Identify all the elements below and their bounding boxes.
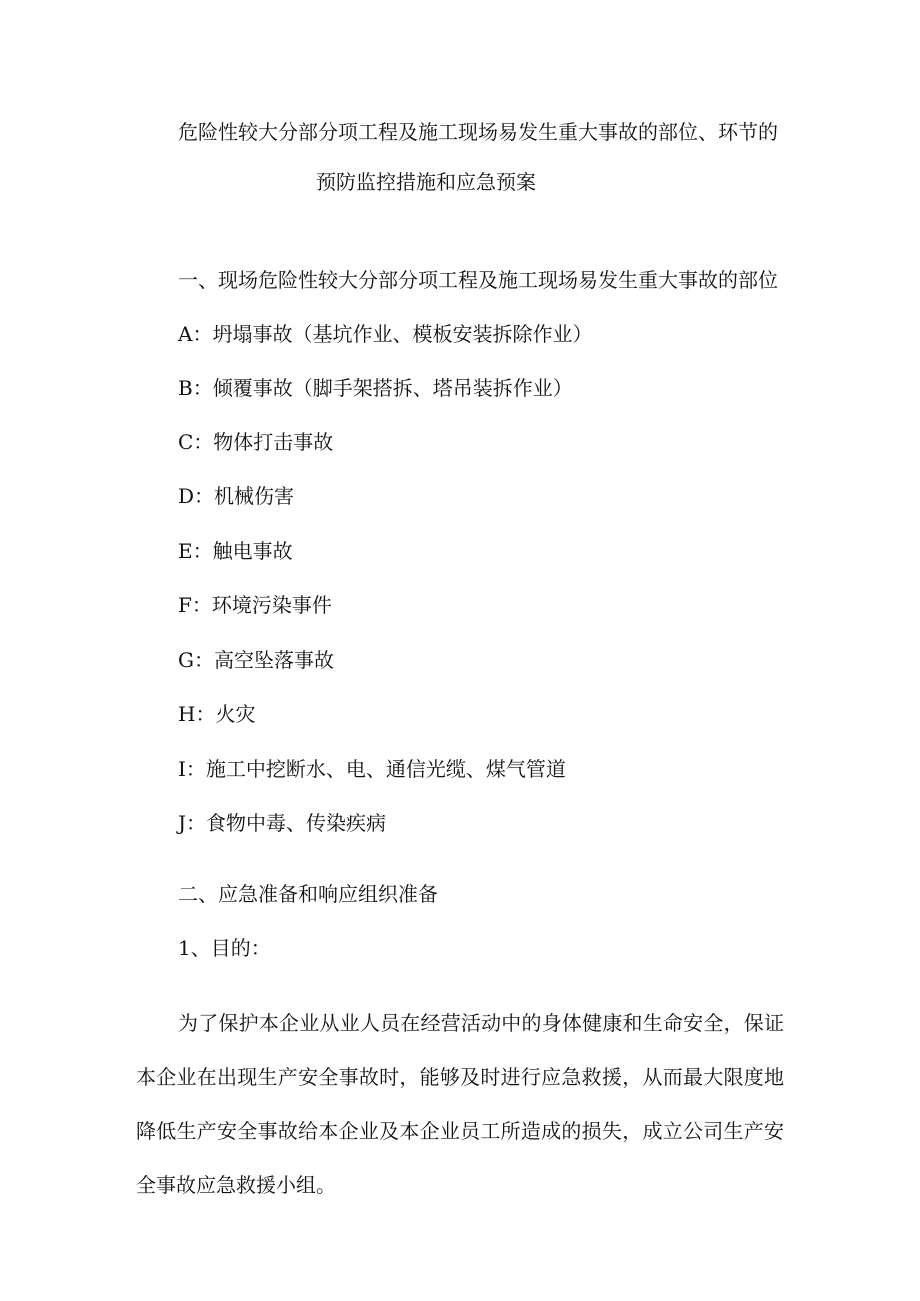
- hazard-item-f: F：环境污染事件: [178, 593, 332, 617]
- hazard-item-d: D：机械伤害: [178, 484, 295, 508]
- hazard-item-h: H：火灾: [178, 702, 256, 726]
- hazard-item-e: E：触电事故: [178, 539, 293, 563]
- purpose-paragraph: 为了保护本企业从业人员在经营活动中的身体健康和生命安全，保证本企业在出现生产安全事故时，能够及时进行应急救援，从而最大限度地降低生产安全事故给本企业及本企业员工所造成的损失，成立公司生产安全事故应急救援小组。: [136, 1011, 784, 1197]
- hazard-item-j: J：食物中毒、传染疾病: [178, 811, 387, 835]
- hazard-item-i: I：施工中挖断水、电、通信光缆、煤气管道: [178, 757, 566, 781]
- document-title-line-1: 危险性较大分部分项工程及施工现场易发生重大事故的部位、环节的: [178, 120, 778, 144]
- hazard-item-a: A：坍塌事故（基坑作业、模板安装拆除作业）: [178, 322, 593, 346]
- hazard-item-b: B：倾覆事故（脚手架搭拆、塔吊装拆作业）: [178, 376, 573, 400]
- hazard-item-g: G：高空坠落事故: [178, 648, 334, 672]
- document-title-line-2: 预防监控措施和应急预案: [316, 170, 536, 194]
- section-1-heading: 一、现场危险性较大分部分项工程及施工现场易发生重大事故的部位: [178, 268, 778, 292]
- hazard-item-c: C：物体打击事故: [178, 430, 334, 454]
- section-2-heading: 二、应急准备和响应组织准备: [178, 882, 438, 906]
- subsection-1-heading: 1、目的：: [178, 936, 271, 960]
